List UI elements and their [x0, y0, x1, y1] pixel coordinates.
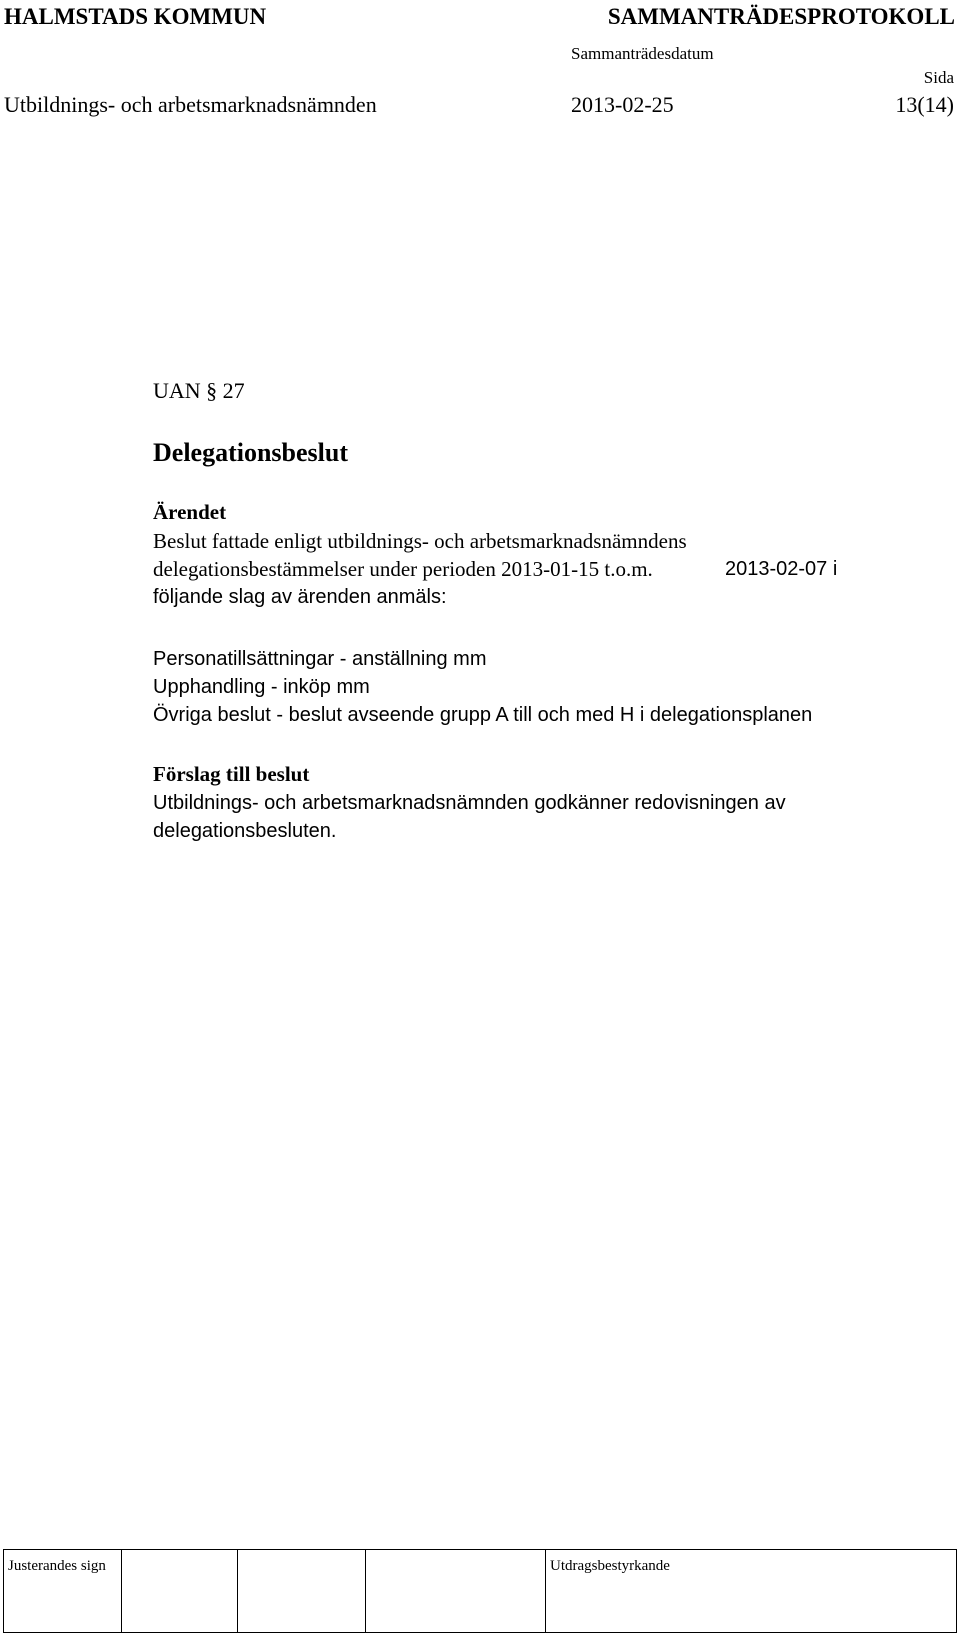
arendet-line-3: följande slag av ärenden anmäls:	[153, 586, 447, 608]
utdragsbestyrkande-label: Utdragsbestyrkande	[550, 1558, 670, 1574]
arendet-heading: Ärendet	[153, 500, 227, 524]
page-label: Sida	[923, 68, 954, 87]
proposal-line-1: Utbildnings- och arbetsmarknadsnämnden godkänner redovisningen av	[153, 792, 786, 814]
paragraph-reference: UAN § 27	[153, 378, 245, 403]
justerandes-sign-cell	[4, 1550, 122, 1632]
signature-cell	[366, 1550, 546, 1632]
proposal-heading: Förslag till beslut	[153, 762, 310, 786]
list-item: Personatillsättningar - anställning mm	[153, 648, 487, 670]
arendet-line-1: Beslut fattade enligt utbildnings- och arbetsmarknadsnämndens	[153, 529, 687, 553]
organization-name: HALMSTADS KOMMUN	[4, 4, 267, 29]
page-title: Delegationsbeslut	[153, 438, 348, 467]
committee-name: Utbildnings- och arbetsmarknadsnämnden	[4, 92, 377, 117]
proposal-line-2: delegationsbesluten.	[153, 820, 337, 842]
meeting-date-label: Sammanträdesdatum	[571, 44, 714, 63]
arendet-line-2a: delegationsbestämmelser under perioden 2013-01-15 t.o.m.	[153, 557, 653, 581]
signature-cell	[122, 1550, 238, 1632]
list-item: Övriga beslut - beslut avseende grupp A till och med H i delegationsplanen	[153, 704, 813, 726]
signature-cell	[238, 1550, 366, 1632]
utdragsbestyrkande-cell	[546, 1550, 956, 1632]
signature-box	[3, 1549, 957, 1633]
arendet-line-2b: 2013-02-07 i	[725, 558, 838, 580]
document-type: SAMMANTRÄDESPROTOKOLL	[607, 4, 955, 29]
meeting-date: 2013-02-25	[571, 92, 674, 117]
page-number: 13(14)	[895, 92, 954, 117]
list-item: Upphandling - inköp mm	[153, 676, 370, 698]
justerandes-sign-label: Justerandes sign	[8, 1558, 106, 1574]
